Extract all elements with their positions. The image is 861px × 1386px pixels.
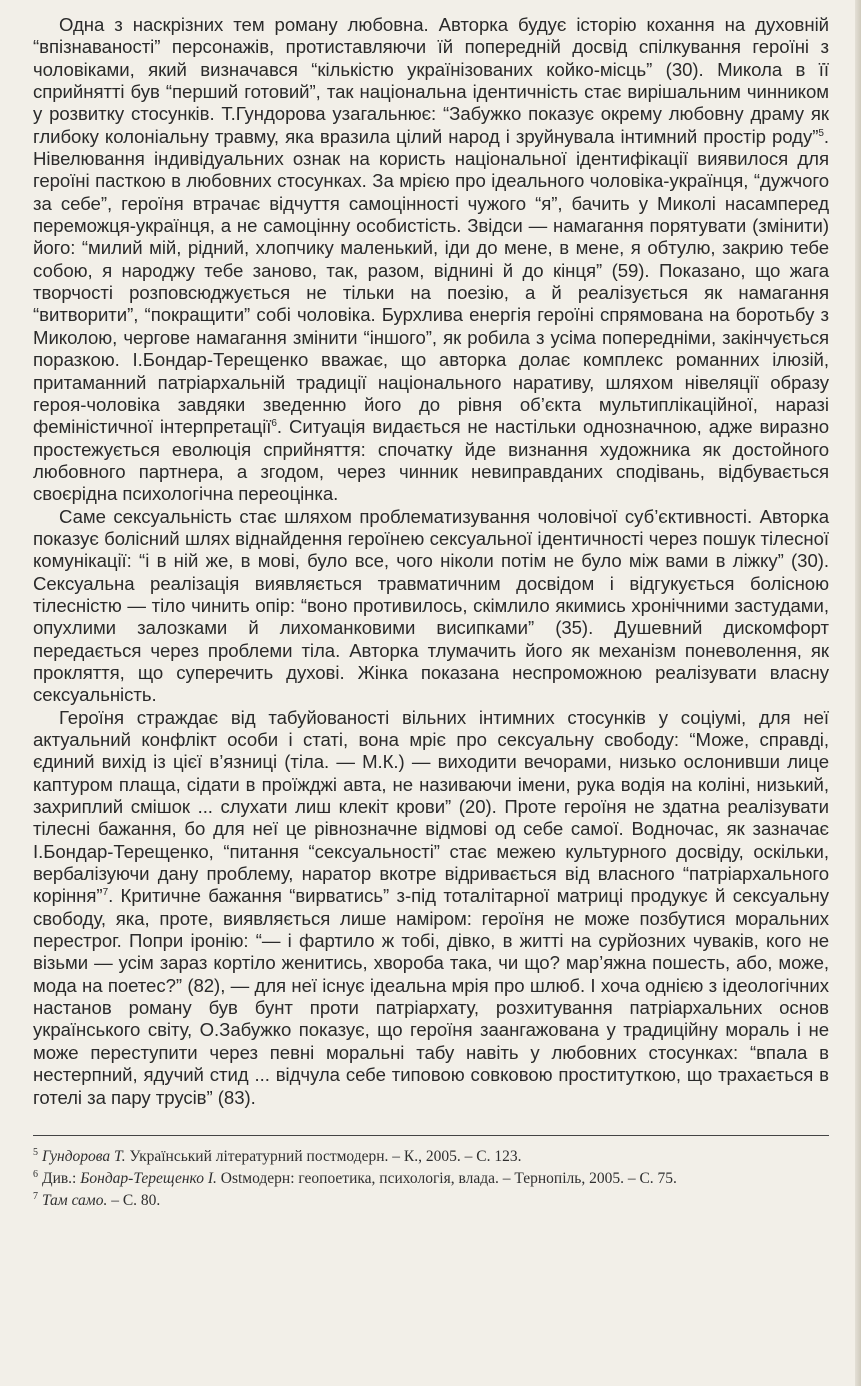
paragraph-1 — [33, 14, 829, 506]
footnote-ref-6[interactable]: 6 — [271, 418, 277, 429]
footnote-ref-7[interactable]: 7 — [102, 887, 109, 899]
footnote-number: 6 — [33, 1168, 38, 1180]
paragraph-text: . Нівелювання індивідуальних ознак на користь національної ідентифікації виявилося для героїні пасткою в любовних стосунках. За мрією про ідеального чоловіка-українця, “дужчого за себе”, героїня втрачає відчуття самоцінності чужого “я”, бачить у Миколі насамперед переможця-українця, а не самоцінну особистість. Звідси — намагання порятувати (змінити) його: “милий мій, рідний, хлопчику маленький, іди до мене, в мене, я обтулю, закрию тебе собою, я народжу тебе заново, так, разом, віднині й до кінця” (59). Показано, що жага творчості розповсюджується не тільки на поезію, а й реалізується як намагання “витворити”, “покращити” собі чоловіка. Бурхлива енергія героїні спрямована на боротьбу з Миколою, чергове намагання змінити “іншого”, як робила з усіма попередніми, закінчується поразкою. І.Бондар-Терещенко вважає, що авторка долає комплекс романних ілюзій, притаманний патріархальній традиції національного наративу, шляхом нівеляції образу героя-чоловіка завдяки зведенню його до рівня об’єкта мультиплікаційної, наразі феміністичної інтерпретації — [33, 125, 829, 438]
footnote-text: Ostмодерн: геопоетика, психологія, влада. – Тернопіль, 2005. – С. 75. — [216, 1169, 677, 1187]
footnote-7 — [33, 1190, 829, 1212]
footnote-lead: Див.: — [42, 1169, 81, 1187]
footnote-author: Бондар-Терещенко І. — [80, 1169, 217, 1187]
paragraph-text: . Критичне бажання “вирватись” з-під тоталітарної матриці продукує й сексуальну свободу, яка, проте, виявляється лише наміром: героїня не може позбутися моральних перестрог. Попри іронію: “— і фартило ж тобі, дівко, в житті на сурйозних чуваків, кого не візьми — усім зараз кортіло женитись, хвороба така, чи що? мар’яжна пошесть, або, може, мода на поетес?” (82), — для неї існує ідеальна мрія про шлюб. І хоча однією з ідеологічних настанов роману був бунт проти патріархату, розхитування патріархальних основ українського світу, О.Забужко показує, що героїня заангажована у традиційну мораль і не може переступити через певні моральні табу навіть у любовних стосунках: “впала в нестерпний, ядучий стид ... відчула себе типовою совковою проституткою, що трахається в готелі за пару трусів” (83). — [33, 885, 829, 1108]
footnote-ref-5[interactable]: 5 — [818, 127, 824, 139]
footnote-text: Український літературний постмодерн. – К., 2005. – С. 123. — [125, 1147, 522, 1165]
page-edge-shadow — [855, 0, 861, 1386]
paragraph-2 — [33, 506, 829, 707]
footnote-5 — [33, 1146, 829, 1168]
paragraph-text: Героїня страждає від табуйованості вільних інтимних стосунків у соціумі, для неї актуальний конфлікт особи і статі, вона мріє про сексуальну свободу: “Може, справді, єдиний вихід із цієї в’язниці (тіла. — М.К.) — виходити вечорами, низько ослонивши лице каптуром плаща, сідати в проїжджі авта, не називаючи імени, рука водія на коліні, низький, захриплий смішок ... слухати лиш клекіт крови” (20). Проте героїня не здатна реалізувати тілесні бажання, бо для неї це рівнозначне відмові од себе самої. Водночас, як зазначає І.Бондар-Терещенко, “питання “сексуальності” стає межею культурного досвіду, оскільки, вербалізуючи дану проблему, наратор вкотре відривається від власного “патріархального коріння” — [33, 706, 829, 907]
paragraph-text: . Ситуація видається не настільки однозначною, адже виразно простежується еволюція сприйняття: спочатку йде визнання художника як достойного любовного партнера, а згодом, через чинник невиправданих сподівань, відбувається своєрідна психологічна переоцінка. — [33, 416, 829, 505]
footnote-number: 7 — [33, 1190, 38, 1202]
footnotes — [33, 1146, 829, 1212]
paragraph-3 — [33, 707, 829, 1109]
footnote-divider — [33, 1135, 829, 1136]
footnote-author: Гундорова Т. — [42, 1147, 126, 1165]
footnote-number: 5 — [33, 1146, 38, 1158]
footnote-6 — [33, 1168, 829, 1190]
paragraph-text: Одна з наскрізних тем роману любовна. Авторка будує історію кохання на духовній “впізнаваності” персонажів, протиставляючи їй попередній досвід спілкування героїні з чоловіками, який визначався “кількістю українізованих койко-місць” (30). Микола в її сприйнятті був “перший готовий”, так національна ідентичність стає вирішальним чинником у розвитку стосунків. Т.Гундорова узагальнює: “Забужко показує окрему любовну драму як глибоку колоніальну травму, яка вразила цілий народ і зруйнувала інтимний простір роду” — [33, 14, 829, 147]
paragraph-text: Саме сексуальність стає шляхом проблематизування чоловічої суб’єктивності. Авторка показує болісний шлях віднайдення героїнею сексуальної ідентичності через пошук тілесної комунікації: “і в ній же, в мові, було все, чого ніколи потім не було між вами в ліжку” (30). Сексуальна реалізація виявляється травматичним досвідом і відгукується болісною тілесністю — тіло чинить опір: “воно противилось, скімлило якимись хронічними застудами, опухлими залозками й лихоманковими висипками” (35). Душевний дискомфорт передається через проблеми тіла. Авторка тлумачить його як механізм поневолення, як прокляття, що суперечить духові. Жінка показана неспроможною реалізувати власну сексуальність. — [33, 505, 829, 706]
footnote-text: – С. 80. — [107, 1191, 161, 1209]
main-text — [33, 14, 829, 1109]
footnote-author: Там само. — [42, 1191, 108, 1209]
